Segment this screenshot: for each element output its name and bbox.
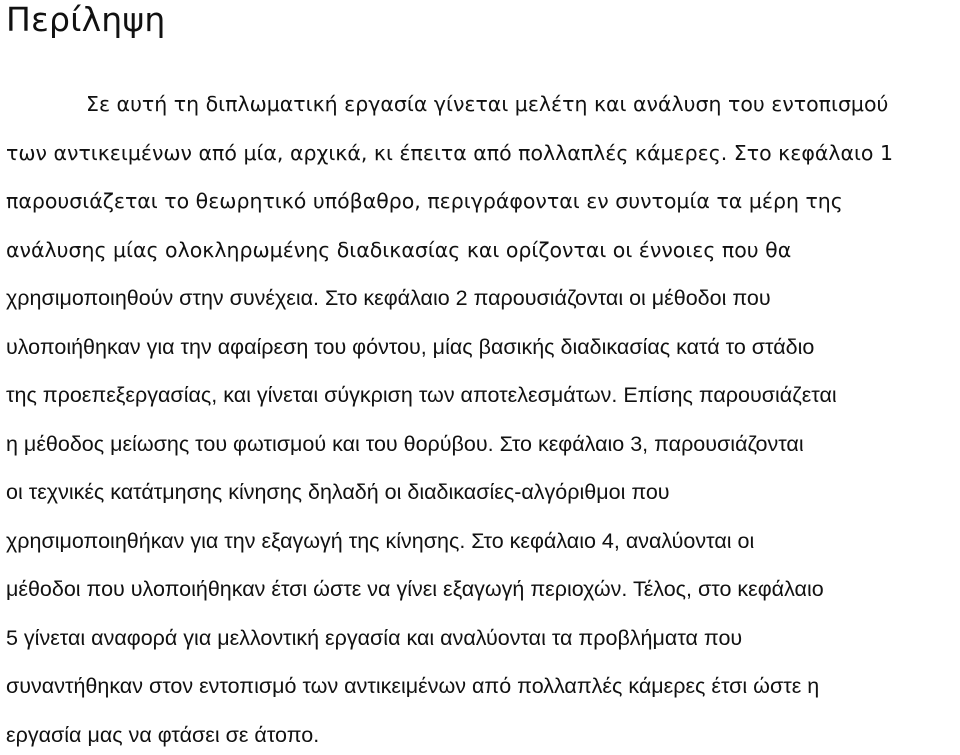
paragraph-line: 5 γίνεται αναφορά για μελλοντική εργασία και αναλύονται τα προβλήματα που xyxy=(6,626,743,650)
paragraph-line: εργασία μας να φτάσει σε άτοπο. xyxy=(6,723,320,747)
paragraph-line: παρουσιάζεται το θεωρητικό υπόβαθρο, περιγράφονται εν συντομία τα μέρη της xyxy=(6,189,843,213)
paragraph-line: ανάλυσης μίας ολοκληρωμένης διαδικασίας και ορίζονται οι έννοιες που θα xyxy=(6,238,792,262)
paragraph-line: των αντικειμένων από μία, αρχικά, κι έπειτα από πολλαπλές κάμερες. Στο κεφάλαιο 1 xyxy=(6,141,894,165)
paragraph-line: οι τεχνικές κατάτμησης κίνησης δηλαδή οι διαδικασίες-αλγόριθμοι που xyxy=(6,480,670,504)
paragraph-line: συναντήθηκαν στον εντοπισμό των αντικειμένων από πολλαπλές κάμερες έτσι ώστε η xyxy=(6,674,820,698)
page-title: Περίληψη xyxy=(6,0,166,39)
paragraph-line: Σε αυτή τη διπλωματική εργασία γίνεται μελέτη και ανάλυση του εντοπισμού xyxy=(86,92,889,116)
paragraph-line: μέθοδοι που υλοποιήθηκαν έτσι ώστε να γίνει εξαγωγή περιοχών. Τέλος, στο κεφάλαιο xyxy=(6,577,824,601)
paragraph-line: υλοποιήθηκαν για την αφαίρεση του φόντου, μίας βασικής διαδικασίας κατά το στάδιο xyxy=(6,335,815,359)
paragraph-line: της προεπεξεργασίας, και γίνεται σύγκριση των αποτελεσμάτων. Επίσης παρουσιάζεται xyxy=(6,383,837,407)
paragraph-line: χρησιμοποιηθήκαν για την εξαγωγή της κίνησης. Στο κεφάλαιο 4, αναλύονται οι xyxy=(6,529,755,553)
paragraph-line: χρησιμοποιηθούν στην συνέχεια. Στο κεφάλαιο 2 παρουσιάζονται οι μέθοδοι που xyxy=(6,286,771,310)
paragraph-line: η μέθοδος μείωσης του φωτισμού και του θορύβου. Στο κεφάλαιο 3, παρουσιάζονται xyxy=(6,432,804,456)
